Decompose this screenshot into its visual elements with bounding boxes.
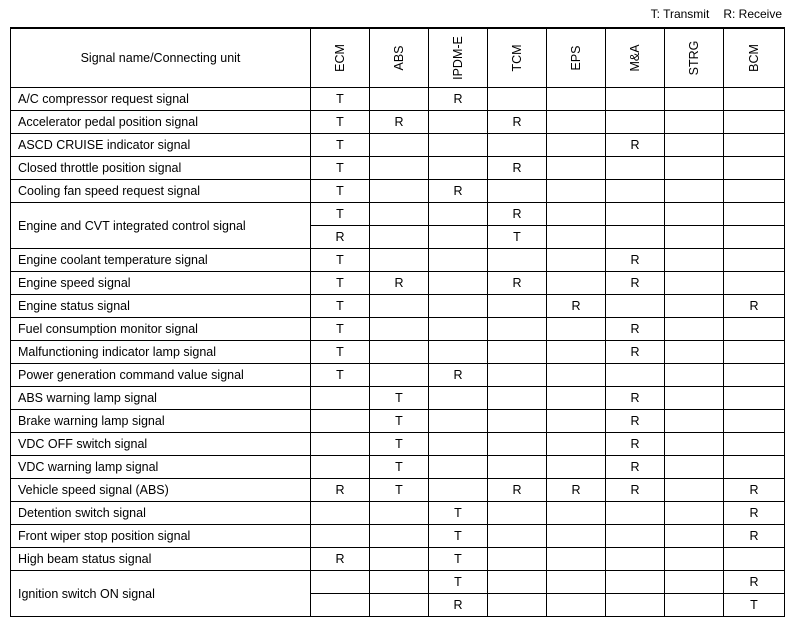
cell-tcm (488, 502, 547, 525)
cell-tcm: T (488, 226, 547, 249)
signal-name: VDC warning lamp signal (11, 456, 311, 479)
cell-bcm: T (724, 594, 785, 617)
cell-abs (370, 88, 429, 111)
cell-bcm: R (724, 295, 785, 318)
cell-ecm (311, 502, 370, 525)
cell-ipdm-e (429, 157, 488, 180)
cell-bcm (724, 318, 785, 341)
table-row (11, 203, 785, 226)
table-row (11, 433, 785, 456)
cell-ecm: T (311, 203, 370, 226)
cell-ecm (311, 387, 370, 410)
cell-abs (370, 203, 429, 226)
cell-tcm: R (488, 272, 547, 295)
cell-tcm (488, 295, 547, 318)
cell-m-a (606, 594, 665, 617)
cell-m-a: R (606, 433, 665, 456)
table-body (11, 88, 785, 617)
cell-m-a (606, 157, 665, 180)
cell-bcm (724, 364, 785, 387)
cell-ipdm-e (429, 318, 488, 341)
cell-abs (370, 594, 429, 617)
cell-m-a: R (606, 456, 665, 479)
table-row (11, 295, 785, 318)
cell-abs: T (370, 387, 429, 410)
signal-name: Engine coolant temperature signal (11, 249, 311, 272)
signal-name: High beam status signal (11, 548, 311, 571)
cell-ipdm-e: R (429, 364, 488, 387)
unit-header-label: M&A (628, 44, 642, 72)
cell-ipdm-e (429, 433, 488, 456)
cell-eps (547, 456, 606, 479)
signal-name: Accelerator pedal position signal (11, 111, 311, 134)
cell-eps: R (547, 479, 606, 502)
cell-ipdm-e (429, 134, 488, 157)
unit-header-label: STRG (687, 40, 701, 76)
cell-bcm (724, 387, 785, 410)
cell-bcm (724, 456, 785, 479)
cell-abs (370, 180, 429, 203)
cell-strg (665, 88, 724, 111)
cell-eps (547, 157, 606, 180)
cell-ecm: T (311, 272, 370, 295)
signal-name: VDC OFF switch signal (11, 433, 311, 456)
cell-m-a (606, 180, 665, 203)
cell-abs: T (370, 456, 429, 479)
cell-abs: R (370, 272, 429, 295)
cell-ecm: T (311, 341, 370, 364)
signal-name: Engine speed signal (11, 272, 311, 295)
cell-ecm (311, 410, 370, 433)
cell-abs (370, 157, 429, 180)
cell-ecm (311, 571, 370, 594)
cell-eps (547, 387, 606, 410)
cell-ipdm-e: T (429, 525, 488, 548)
cell-eps (547, 571, 606, 594)
cell-ipdm-e (429, 111, 488, 134)
cell-ipdm-e (429, 456, 488, 479)
unit-header-bcm (724, 28, 785, 88)
cell-abs: T (370, 479, 429, 502)
cell-ipdm-e (429, 410, 488, 433)
signal-name: Fuel consumption monitor signal (11, 318, 311, 341)
cell-eps: R (547, 295, 606, 318)
cell-m-a (606, 203, 665, 226)
cell-bcm (724, 180, 785, 203)
signal-name: Power generation command value signal (11, 364, 311, 387)
table-row (11, 272, 785, 295)
cell-abs (370, 295, 429, 318)
cell-ecm: T (311, 134, 370, 157)
unit-header-label: EPS (569, 45, 583, 71)
cell-m-a (606, 502, 665, 525)
cell-m-a: R (606, 249, 665, 272)
cell-eps (547, 134, 606, 157)
cell-bcm (724, 410, 785, 433)
cell-ecm (311, 594, 370, 617)
signal-name: Vehicle speed signal (ABS) (11, 479, 311, 502)
unit-header-ipdm-e (429, 28, 488, 88)
cell-ipdm-e (429, 295, 488, 318)
cell-bcm (724, 341, 785, 364)
cell-strg (665, 157, 724, 180)
cell-strg (665, 111, 724, 134)
cell-tcm: R (488, 203, 547, 226)
table-row (11, 548, 785, 571)
cell-m-a: R (606, 134, 665, 157)
cell-abs (370, 134, 429, 157)
table-row (11, 364, 785, 387)
cell-eps (547, 433, 606, 456)
cell-m-a: R (606, 318, 665, 341)
cell-ipdm-e: R (429, 180, 488, 203)
cell-tcm (488, 548, 547, 571)
cell-strg (665, 456, 724, 479)
cell-ecm (311, 433, 370, 456)
cell-tcm: R (488, 479, 547, 502)
cell-bcm (724, 134, 785, 157)
cell-m-a: R (606, 272, 665, 295)
unit-header-tcm (488, 28, 547, 88)
signal-name: Engine status signal (11, 295, 311, 318)
cell-strg (665, 180, 724, 203)
cell-ipdm-e: T (429, 548, 488, 571)
cell-ipdm-e (429, 272, 488, 295)
cell-tcm (488, 134, 547, 157)
cell-strg (665, 433, 724, 456)
cell-ipdm-e: R (429, 594, 488, 617)
cell-m-a (606, 295, 665, 318)
cell-bcm (724, 249, 785, 272)
cell-tcm (488, 433, 547, 456)
cell-m-a: R (606, 410, 665, 433)
unit-header-eps (547, 28, 606, 88)
cell-strg (665, 249, 724, 272)
signal-name: Engine and CVT integrated control signal (11, 203, 311, 249)
unit-header-label: BCM (747, 44, 761, 72)
table-row (11, 88, 785, 111)
table-row (11, 341, 785, 364)
cell-eps (547, 226, 606, 249)
cell-strg (665, 364, 724, 387)
cell-strg (665, 548, 724, 571)
cell-ipdm-e (429, 203, 488, 226)
cell-ipdm-e: T (429, 502, 488, 525)
cell-ipdm-e (429, 341, 488, 364)
table-row (11, 456, 785, 479)
cell-m-a: R (606, 387, 665, 410)
legend-receive: R: Receive (723, 7, 782, 21)
cell-tcm: R (488, 157, 547, 180)
cell-eps (547, 180, 606, 203)
cell-bcm (724, 548, 785, 571)
cell-strg (665, 571, 724, 594)
table-row (11, 387, 785, 410)
cell-bcm: R (724, 502, 785, 525)
cell-ipdm-e (429, 226, 488, 249)
unit-header-label: ABS (392, 45, 406, 71)
signal-name: Brake warning lamp signal (11, 410, 311, 433)
cell-tcm (488, 341, 547, 364)
cell-tcm (488, 594, 547, 617)
cell-m-a (606, 88, 665, 111)
cell-eps (547, 364, 606, 387)
cell-eps (547, 249, 606, 272)
cell-tcm (488, 318, 547, 341)
cell-strg (665, 502, 724, 525)
cell-strg (665, 594, 724, 617)
cell-m-a: R (606, 479, 665, 502)
cell-ipdm-e: R (429, 88, 488, 111)
cell-abs (370, 548, 429, 571)
cell-ecm (311, 525, 370, 548)
table-row (11, 318, 785, 341)
cell-strg (665, 341, 724, 364)
signal-name: Closed throttle position signal (11, 157, 311, 180)
cell-m-a (606, 111, 665, 134)
cell-ecm: T (311, 88, 370, 111)
unit-header-label: TCM (510, 44, 524, 72)
unit-header-label: ECM (333, 44, 347, 72)
cell-bcm (724, 88, 785, 111)
cell-eps (547, 502, 606, 525)
cell-ecm: T (311, 180, 370, 203)
cell-m-a: R (606, 341, 665, 364)
cell-ecm: R (311, 226, 370, 249)
signal-name: Ignition switch ON signal (11, 571, 311, 617)
unit-header-strg (665, 28, 724, 88)
cell-m-a (606, 525, 665, 548)
cell-strg (665, 226, 724, 249)
unit-header-ecm (311, 28, 370, 88)
cell-ecm: T (311, 295, 370, 318)
cell-bcm: R (724, 525, 785, 548)
cell-ipdm-e (429, 249, 488, 272)
signal-name: Detention switch signal (11, 502, 311, 525)
cell-eps (547, 318, 606, 341)
cell-ecm: T (311, 364, 370, 387)
cell-eps (547, 88, 606, 111)
cell-tcm (488, 387, 547, 410)
cell-eps (547, 272, 606, 295)
cell-eps (547, 111, 606, 134)
cell-m-a (606, 364, 665, 387)
table-row (11, 502, 785, 525)
cell-abs (370, 341, 429, 364)
cell-eps (547, 594, 606, 617)
cell-abs (370, 364, 429, 387)
cell-strg (665, 479, 724, 502)
cell-ecm: T (311, 249, 370, 272)
cell-ecm: R (311, 479, 370, 502)
cell-abs (370, 525, 429, 548)
cell-abs (370, 318, 429, 341)
cell-m-a (606, 548, 665, 571)
cell-eps (547, 203, 606, 226)
table-row (11, 157, 785, 180)
cell-strg (665, 318, 724, 341)
unit-header-label: IPDM-E (451, 36, 465, 80)
cell-bcm (724, 433, 785, 456)
cell-strg (665, 134, 724, 157)
signal-name: ASCD CRUISE indicator signal (11, 134, 311, 157)
signal-name: Cooling fan speed request signal (11, 180, 311, 203)
cell-tcm (488, 525, 547, 548)
cell-tcm (488, 456, 547, 479)
cell-bcm (724, 226, 785, 249)
signal-name: ABS warning lamp signal (11, 387, 311, 410)
cell-ipdm-e: T (429, 571, 488, 594)
table-row (11, 180, 785, 203)
table-row (11, 571, 785, 594)
cell-tcm: R (488, 111, 547, 134)
cell-bcm (724, 111, 785, 134)
cell-tcm (488, 410, 547, 433)
cell-eps (547, 410, 606, 433)
cell-eps (547, 525, 606, 548)
cell-strg (665, 387, 724, 410)
signal-name: Front wiper stop position signal (11, 525, 311, 548)
unit-header-m-a (606, 28, 665, 88)
cell-tcm (488, 571, 547, 594)
cell-ecm: T (311, 318, 370, 341)
table-row (11, 111, 785, 134)
cell-abs: T (370, 433, 429, 456)
cell-abs (370, 249, 429, 272)
unit-header-abs (370, 28, 429, 88)
cell-bcm: R (724, 571, 785, 594)
cell-eps (547, 341, 606, 364)
cell-ecm (311, 456, 370, 479)
cell-strg (665, 203, 724, 226)
signal-name-header: Signal name/Connecting unit (11, 28, 311, 88)
cell-bcm: R (724, 479, 785, 502)
can-signal-table (10, 27, 785, 617)
cell-strg (665, 410, 724, 433)
cell-ecm: T (311, 111, 370, 134)
table-row (11, 479, 785, 502)
cell-bcm (724, 157, 785, 180)
cell-bcm (724, 203, 785, 226)
header-row (11, 28, 785, 88)
legend (651, 7, 782, 21)
cell-tcm (488, 88, 547, 111)
cell-ecm: T (311, 157, 370, 180)
cell-strg (665, 525, 724, 548)
table-row (11, 525, 785, 548)
cell-ecm: R (311, 548, 370, 571)
table-row (11, 410, 785, 433)
cell-strg (665, 295, 724, 318)
cell-abs (370, 226, 429, 249)
cell-abs (370, 502, 429, 525)
cell-ipdm-e (429, 479, 488, 502)
table-row (11, 249, 785, 272)
signal-name: A/C compressor request signal (11, 88, 311, 111)
cell-m-a (606, 226, 665, 249)
cell-abs: T (370, 410, 429, 433)
cell-bcm (724, 272, 785, 295)
cell-m-a (606, 571, 665, 594)
table-row (11, 134, 785, 157)
legend-transmit: T: Transmit (650, 7, 710, 21)
cell-tcm (488, 249, 547, 272)
cell-abs: R (370, 111, 429, 134)
cell-tcm (488, 180, 547, 203)
cell-ipdm-e (429, 387, 488, 410)
cell-eps (547, 548, 606, 571)
signal-name: Malfunctioning indicator lamp signal (11, 341, 311, 364)
cell-abs (370, 571, 429, 594)
cell-strg (665, 272, 724, 295)
cell-tcm (488, 364, 547, 387)
